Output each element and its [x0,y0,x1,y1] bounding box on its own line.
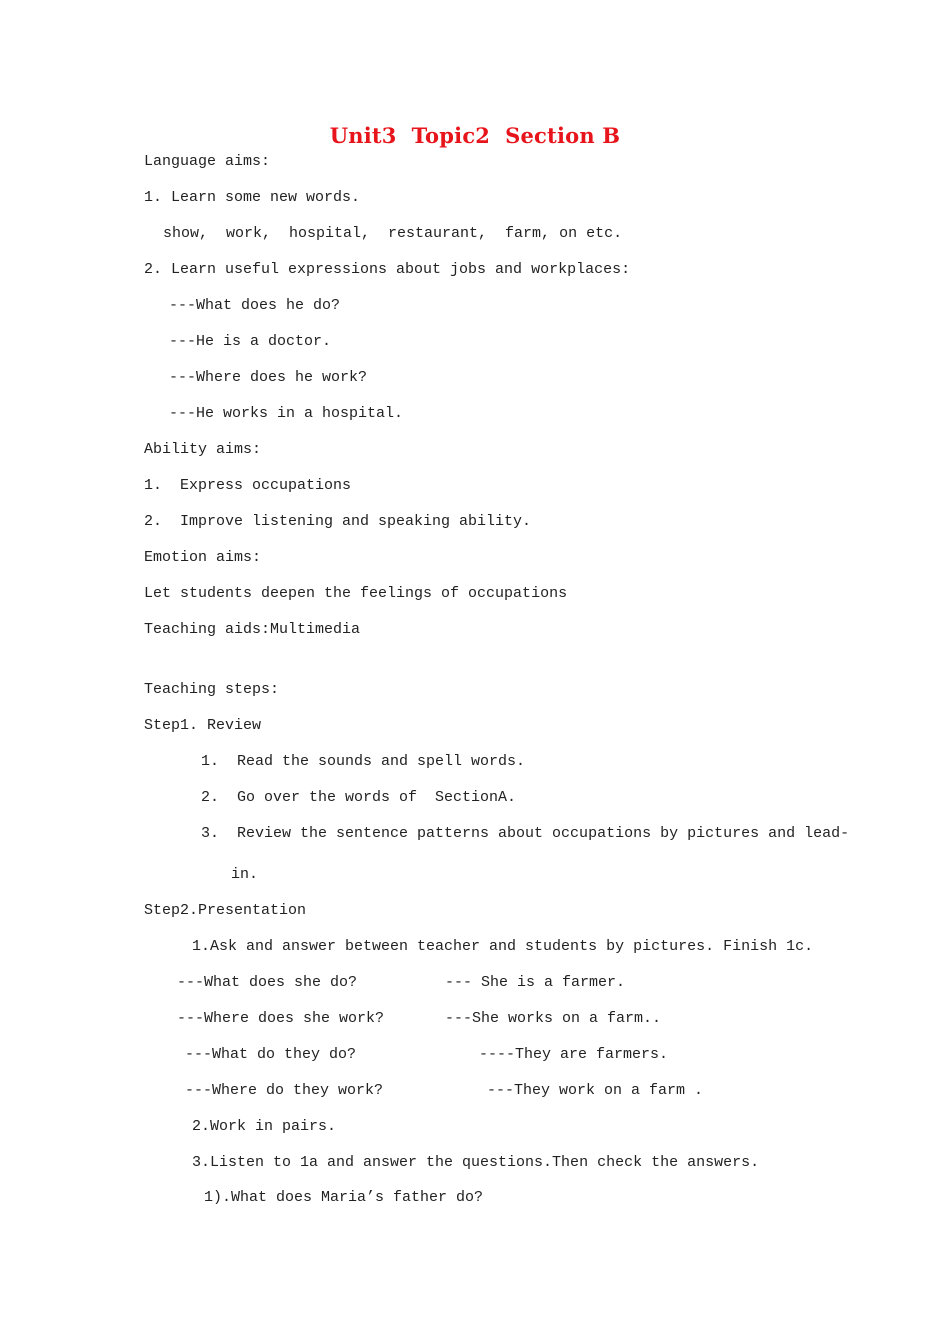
text-line: 1).What does Maria’s father do? [204,1189,484,1206]
text-line: 1. Express occupations [144,477,352,494]
text-line: 2. Learn useful expressions about jobs and workplaces: [144,261,631,278]
text-line: ---He is a doctor. [169,333,332,350]
heading-ability-aims: Ability aims: [144,441,262,458]
text-line: 1. Learn some new words. [144,189,361,206]
heading-language-aims: Language aims: [144,153,271,170]
dialogue-answer: ---She works on a farm.. [445,1010,662,1027]
text-line: 2. Improve listening and speaking ability. [144,513,532,530]
text-line: Let students deepen the feelings of occupations [144,585,568,602]
text-line: 1.Ask and answer between teacher and students by pictures. Finish 1c. [192,938,814,955]
text-line: 2.Work in pairs. [192,1118,337,1135]
text-line: Teaching aids:Multimedia [144,621,361,638]
heading-step2: Step2.Presentation [144,902,307,919]
heading-teaching-steps: Teaching steps: [144,681,280,698]
text-line: 3.Listen to 1a and answer the questions.Then check the answers. [192,1154,760,1171]
heading-step1: Step1. Review [144,717,262,734]
text-line: 3. Review the sentence patterns about occupations by pictures and lead- [201,825,850,842]
text-line: ---Where does he work? [169,369,368,386]
dialogue-question: ---Where do they work? [185,1082,384,1099]
text-line: ---He works in a hospital. [169,405,404,422]
text-line: ---What does he do? [169,297,341,314]
dialogue-answer: ----They are farmers. [479,1046,669,1063]
text-line: show, work, hospital, restaurant, farm, on etc. [163,225,623,242]
text-line: 2. Go over the words of SectionA. [201,789,517,806]
dialogue-answer: ---They work on a farm . [487,1082,704,1099]
text-line: in. [231,866,259,883]
text-line: 1. Read the sounds and spell words. [201,753,526,770]
document-title: Unit3 Topic2 Section B [329,123,621,148]
dialogue-question: ---What does she do? [177,974,358,991]
dialogue-answer: --- She is a farmer. [445,974,626,991]
dialogue-question: ---What do they do? [185,1046,357,1063]
heading-emotion-aims: Emotion aims: [144,549,262,566]
dialogue-question: ---Where does she work? [177,1010,385,1027]
